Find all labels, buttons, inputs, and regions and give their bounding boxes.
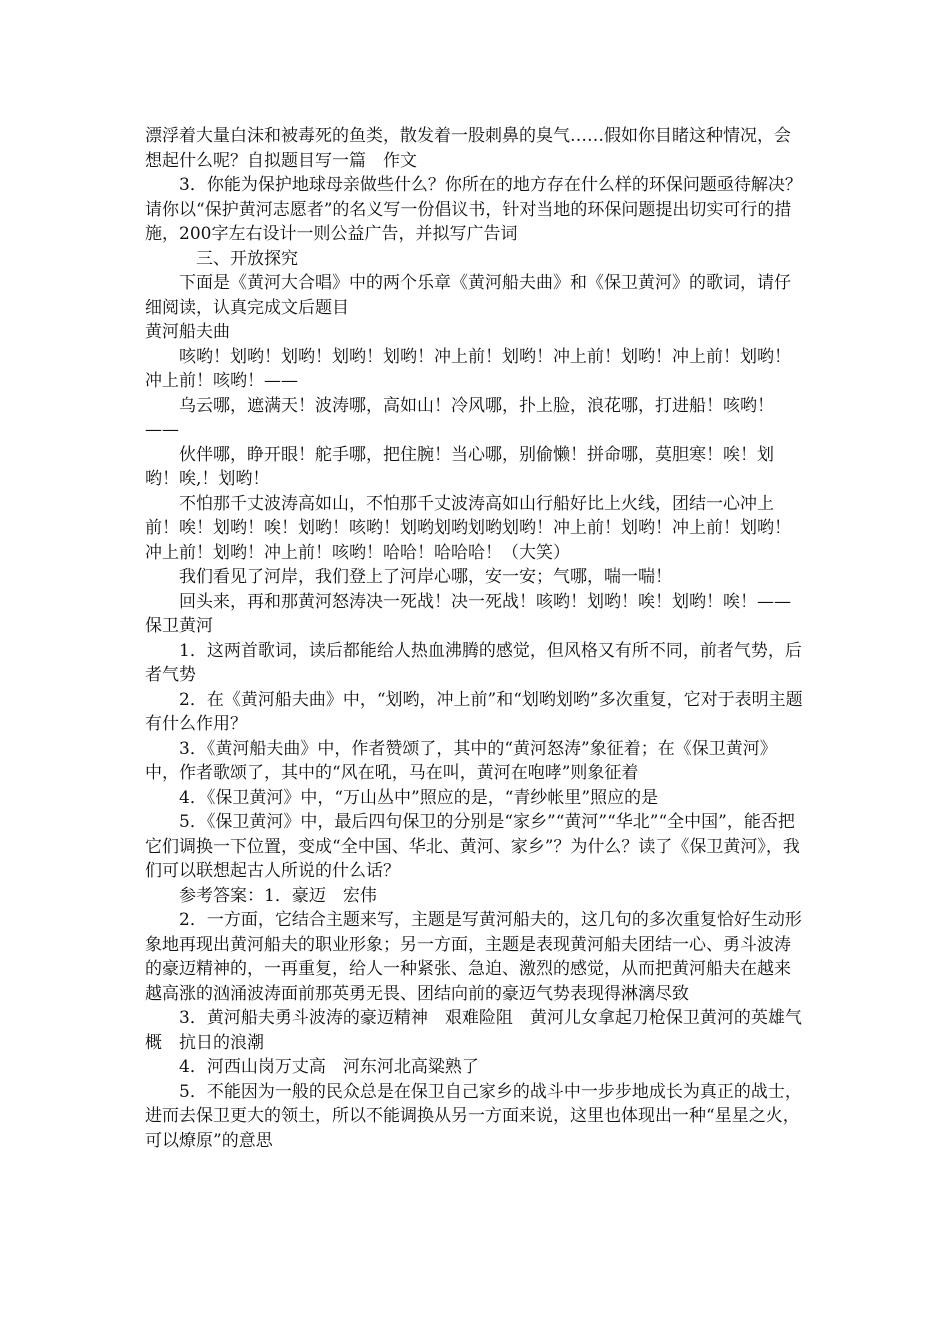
song-title: 黄河船夫曲 bbox=[145, 322, 230, 342]
lyric-3: 伙伴哪，睁开眼！舵手哪，把住腕！当心哪，别偷懒！拼命哪，莫胆寒！唉！划哟！唉,！划哟！ bbox=[145, 444, 774, 489]
answer-4: 4．河西山岗万丈高 河东河北高粱熟了 bbox=[179, 1057, 479, 1077]
paragraph-2: 3．你能为保护地球母亲做些什么？你所在的地方存在什么样的环保问题亟待解决？请你以“保护黄河志愿者”的名义写一份倡议书，针对当地的环保问题提出切实可行的措施，200字左右设计一则公益广告，并拟写广告词 bbox=[145, 175, 802, 244]
question-2: 2．在《黄河船夫曲》中，“划哟，冲上前”和“划哟划哟”多次重复，它对于表明主题有什么作用？ bbox=[145, 689, 803, 734]
paragraph-intro: 下面是《黄河大合唱》中的两个乐章《黄河船夫曲》和《保卫黄河》的歌词，请仔细阅读，认真完成文后题目 bbox=[145, 273, 791, 318]
lyric-2: 乌云哪，遮满天！波涛哪，高如山！冷风哪，扑上脸，浪花哪，打进船！咳哟！—— bbox=[145, 395, 774, 440]
question-1: 1．这两首歌词，读后都能给人热血沸腾的感觉，但风格又有所不同，前者气势，后者气势 bbox=[145, 640, 802, 685]
lyric-5: 我们看见了河岸，我们登上了河岸心哪，安一安；气哪，喘一喘！ bbox=[179, 567, 672, 587]
document-page bbox=[145, 124, 807, 1153]
lyric-4: 不怕那千丈波涛高如山，不怕那千丈波涛高如山行船好比上火线，团结一心冲上前！唉！划哟！唉！划哟！咳哟！划哟划哟划哟划哟！冲上前！划哟！冲上前！划哟！冲上前！划哟！冲上前！咳哟！哈哈！哈哈哈！（大笑） bbox=[145, 493, 791, 563]
answer-5: 5．不能因为一般的民众总是在保卫自己家乡的战斗中一步步地成长为真正的战士，进而去保卫更大的领土，所以不能调换从另一方面来说，这里也体现出一种“星星之火，可以燎原”的意思 bbox=[145, 1081, 802, 1151]
answer-3: 3．黄河船夫勇斗波涛的豪迈精神 艰难险阻 黄河儿女拿起刀枪保卫黄河的英雄气概 抗日的浪潮 bbox=[145, 1008, 802, 1053]
question-4: 4．《保卫黄河》中，“万山丛中”照应的是，“青纱帐里”照应的是 bbox=[179, 787, 659, 808]
lyric-6: 回头来，再和那黄河怒涛决一死战！决一死战！咳哟！划哟！唉！划哟！唉！——保卫黄河 bbox=[145, 591, 791, 636]
answer-2: 2．一方面，它结合主题来写，主题是写黄河船夫的，这几句的多次重复恰好生动形象地再现出黄河船夫的职业形象；另一方面，主题是表现黄河船夫团结一心、勇斗波涛的豪迈精神的，一再重复，给人一种紧张、急迫、激烈的感觉，从而把黄河船夫在越来越高涨的汹涌波涛面前那英勇无畏、团结向前的豪迈气势表现得淋漓尽致 bbox=[145, 910, 802, 1004]
lyric-1: 咳哟！划哟！划哟！划哟！划哟！冲上前！划哟！冲上前！划哟！冲上前！划哟！冲上前！咳哟！—— bbox=[145, 346, 791, 391]
paragraph-1: 漂浮着大量白沫和被毒死的鱼类，散发着一股刺鼻的臭气……假如你目睹这种情况，会想起什么呢？自拟题目写一篇 作文 bbox=[145, 126, 791, 171]
question-5: 5．《保卫黄河》中，最后四句保卫的分别是“家乡”“黄河”“华北”“全中国”，能否把它们调换一下位置，变成“全中国、华北、黄河、家乡”？为什么？读了《保卫黄河》，我们可以联想起古人所说的什么话？ bbox=[145, 812, 800, 881]
section-heading-open-inquiry: 三、开放探究 bbox=[196, 248, 298, 269]
answer-1: 参考答案：1．豪迈 宏伟 bbox=[179, 885, 377, 906]
question-3: 3．《黄河船夫曲》中，作者赞颂了，其中的“黄河怒涛”象征着；在《保卫黄河》中，作者歌颂了，其中的“风在吼，马在叫，黄河在咆哮”则象征着 bbox=[145, 738, 777, 783]
